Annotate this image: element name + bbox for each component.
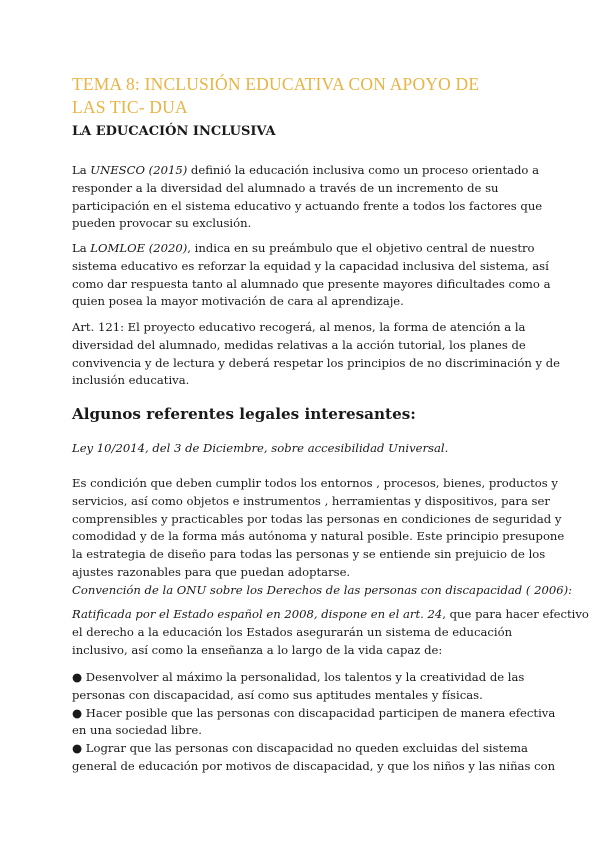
text-run: , indica en su preámbulo que el objetivo central de nuestro <box>187 241 535 255</box>
text-run: , que para hacer efectivo <box>442 607 589 621</box>
paragraph-unesco <box>72 162 543 233</box>
paragraph-line: responder a la diversidad del alumnado a través de un incremento de su <box>72 180 499 195</box>
convention-reference: Convención de la ONU sobre los Derechos de las personas con discapacidad ( 2006): <box>72 582 573 597</box>
paragraph-line: quien posea la mayor motivación de cara al aprendizaje. <box>72 294 404 309</box>
law-reference: Ley 10/2014, del 3 de Diciembre, sobre accesibilidad Universal. <box>72 441 449 455</box>
list-item: personas con discapacidad, así como sus aptitudes mentales y físicas. <box>72 687 483 702</box>
paragraph-line: la estrategia de diseño para todas las personas y se entiende sin prejuicio de los <box>72 547 546 562</box>
paragraph-line: diversidad del alumnado, medidas relativas a la acción tutorial, los planes de <box>72 337 526 352</box>
paragraph-line: pueden provocar su exclusión. <box>72 216 252 231</box>
paragraph-line <box>72 162 540 180</box>
title-line-2: LAS TIC- DUA <box>72 97 188 117</box>
bullet-list <box>72 669 556 776</box>
list-item: ● Desenvolver al máximo la personalidad, los talentos y la creatividad de las <box>72 670 525 684</box>
paragraph-line <box>72 240 534 258</box>
list-item: en una sociedad libre. <box>72 723 202 738</box>
paragraph-line: comprensibles y practicables por todas las personas en condiciones de seguridad y <box>72 511 562 526</box>
paragraph-line <box>72 606 589 624</box>
paragraph-ratification <box>72 606 589 659</box>
list-item: general de educación por motivos de discapacidad, y que los niños y las niñas con <box>72 758 556 773</box>
list-item: ● Lograr que las personas con discapacidad no queden excluidas del sistema <box>72 741 528 756</box>
document-title <box>72 73 534 119</box>
text-run: La <box>72 163 91 177</box>
paragraph-line: el derecho a la educación los Estados asegurarán un sistema de educación <box>72 624 513 639</box>
text-run: definió la educación inclusiva como un proceso orientado a <box>187 163 540 177</box>
text-run: La <box>72 241 91 255</box>
paragraph-line: comodidad y de la forma más autónoma y natural posible. Este principio presupone <box>72 529 565 544</box>
paragraph-line: Es condición que deben cumplir todos los entornos , procesos, bienes, productos y <box>72 476 558 490</box>
paragraph-line: convivencia y de lectura y deberá respetar los principios de no discriminación y de <box>72 355 561 370</box>
paragraph-line: servicios, así como objetos e instrumentos , herramientas y dispositivos, para ser <box>72 493 550 508</box>
paragraph-line: sistema educativo es reforzar la equidad y la capacidad inclusiva del sistema, así <box>72 258 549 273</box>
paragraph-lomloe <box>72 240 551 311</box>
paragraph-article-121 <box>72 319 561 390</box>
section-heading: LA EDUCACIÓN INCLUSIVA <box>72 124 276 139</box>
paragraph-line: participación en el sistema educativo y actuando frente a todos los factores que <box>72 198 543 213</box>
paragraph-line: inclusión educativa. <box>72 373 190 388</box>
paragraph-line: como dar respuesta tanto al alumnado que presente mayores dificultades como a <box>72 276 551 291</box>
paragraph-line: ajustes razonables para que puedan adoptarse. <box>72 564 351 579</box>
legal-references-heading: Algunos referentes legales interesantes: <box>72 405 416 423</box>
lomloe-citation: LOMLOE (2020) <box>90 241 188 255</box>
list-item: ● Hacer posible que las personas con discapacidad participen de manera efectiva <box>72 705 556 720</box>
unesco-citation: UNESCO (2015) <box>90 163 188 177</box>
ratification-citation: Ratificada por el Estado español en 2008, dispone en el art. 24 <box>72 607 443 621</box>
title-line-1: TEMA 8: INCLUSIÓN EDUCATIVA CON APOYO DE <box>72 74 480 94</box>
paragraph-accessibility <box>72 475 573 600</box>
paragraph-line: Art. 121: El proyecto educativo recogerá, al menos, la forma de atención a la <box>72 320 526 334</box>
paragraph-line: inclusivo, así como la enseñanza a lo largo de la vida capaz de: <box>72 642 443 657</box>
